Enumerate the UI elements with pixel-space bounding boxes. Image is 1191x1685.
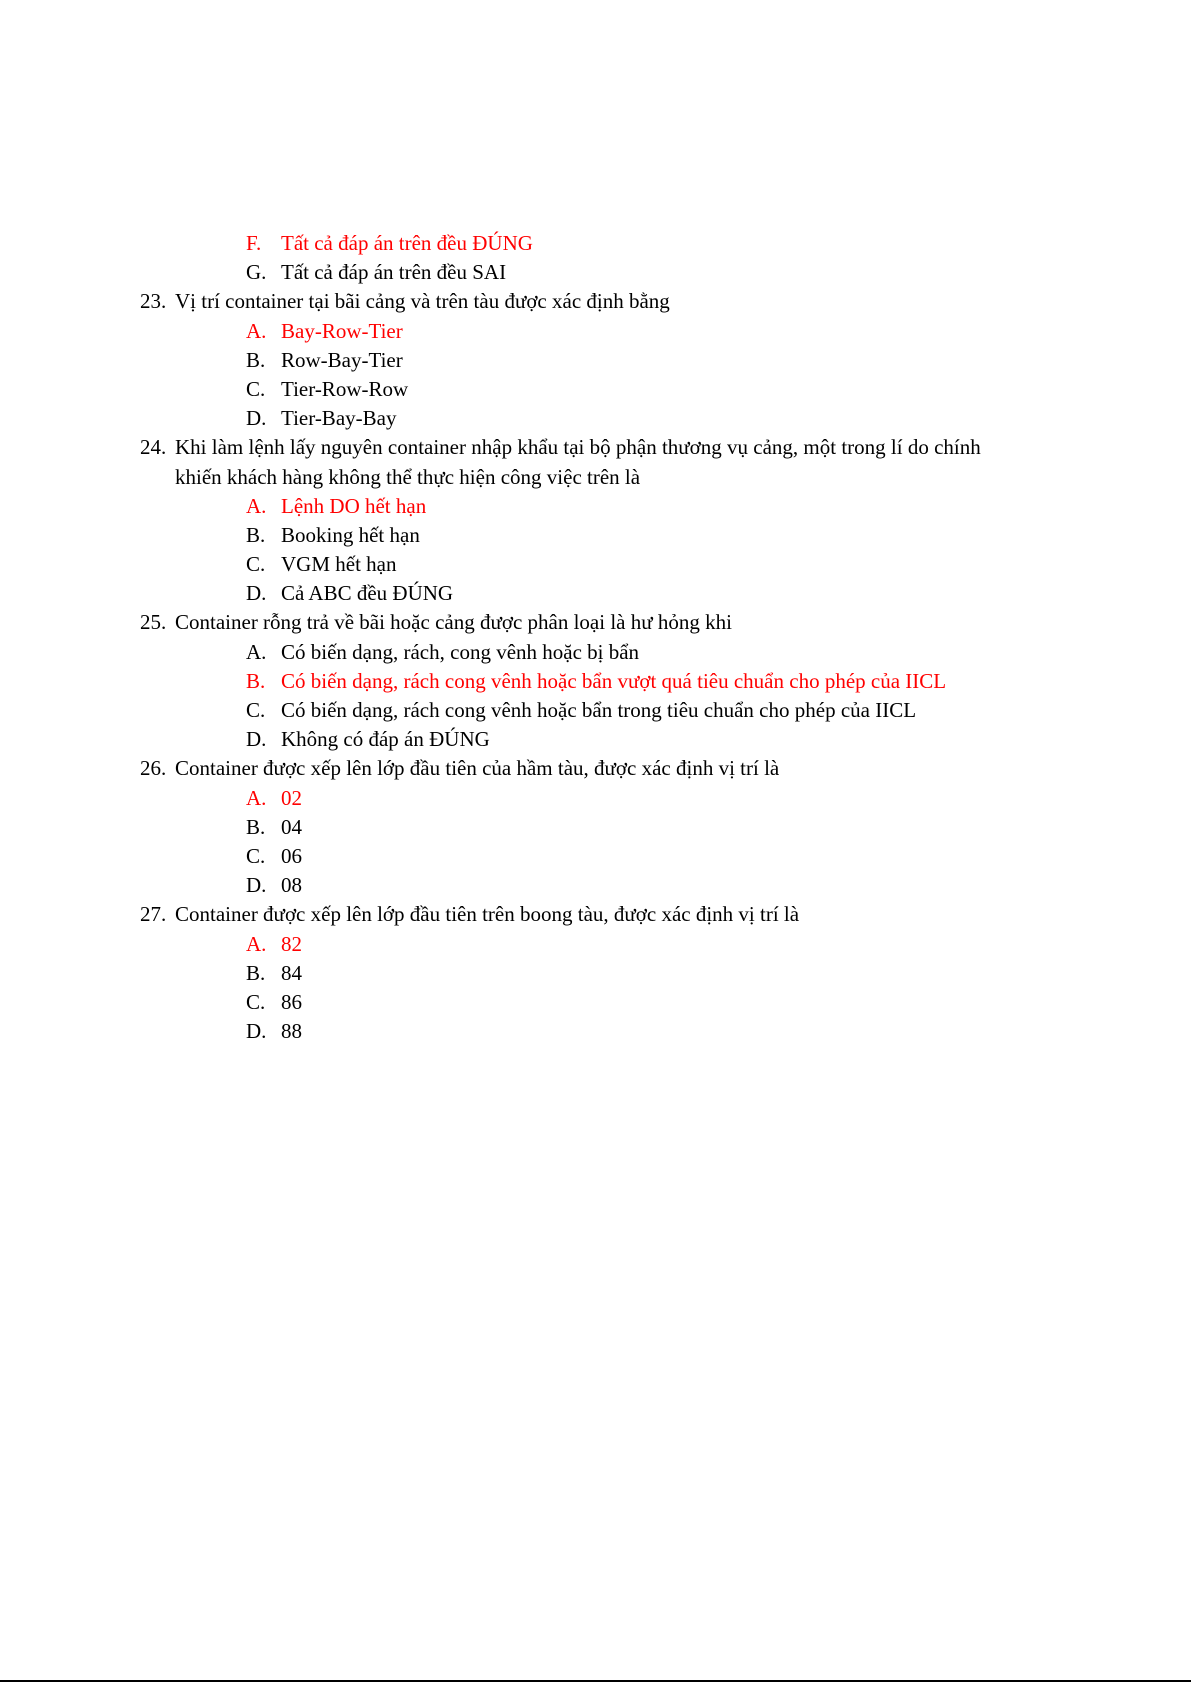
question-text-continuation: khiến khách hàng không thể thực hiện công việc trên là: [175, 464, 641, 489]
option-text: Row-Bay-Tier: [281, 347, 403, 372]
answer-option-correct: [0, 667, 1191, 696]
question-number: 25.: [140, 610, 167, 635]
option-text: Có biến dạng, rách, cong vênh hoặc bị bẩn: [281, 639, 640, 664]
answer-option: [0, 813, 1191, 842]
option-letter: A.: [246, 785, 267, 810]
answer-option: [0, 842, 1191, 871]
question-number: 27.: [140, 902, 167, 927]
option-text: 02: [281, 785, 302, 810]
option-text: 86: [281, 989, 302, 1014]
option-letter: C.: [246, 843, 266, 868]
option-letter: F.: [246, 231, 262, 255]
answer-option-correct: [0, 229, 1191, 258]
option-letter: B.: [246, 668, 266, 693]
answer-option-correct: [0, 930, 1191, 959]
option-letter: D.: [246, 581, 267, 606]
option-text: 04: [281, 814, 302, 839]
option-letter: G.: [246, 260, 267, 285]
option-text: VGM hết hạn: [281, 552, 397, 577]
option-letter: A.: [246, 639, 267, 664]
answer-option-correct: [0, 317, 1191, 346]
answer-option: [0, 696, 1191, 725]
answer-option-correct: [0, 492, 1191, 521]
question-text: Container được xếp lên lớp đầu tiên trên boong tàu, được xác định vị trí là: [175, 902, 800, 927]
question-line: [0, 287, 1191, 316]
answer-option: [0, 404, 1191, 433]
answer-option: [0, 725, 1191, 754]
option-letter: D.: [246, 727, 267, 752]
option-text: Có biến dạng, rách cong vênh hoặc bẩn vượt quá tiêu chuẩn cho phép của IICL: [281, 668, 947, 693]
question-line: [0, 754, 1191, 783]
question-line: [0, 900, 1191, 929]
answer-option: [0, 550, 1191, 579]
option-text: Có biến dạng, rách cong vênh hoặc bẩn trong tiêu chuẩn cho phép của IICL: [281, 698, 917, 722]
question-text: Khi làm lệnh lấy nguyên container nhập khẩu tại bộ phận thương vụ cảng, một trong lí do chính: [175, 435, 981, 460]
page-bottom-rule: [0, 1680, 1191, 1682]
option-letter: A.: [246, 931, 267, 956]
option-text: 06: [281, 843, 302, 868]
option-letter: B.: [246, 522, 266, 547]
option-text: Tier-Bay-Bay: [281, 406, 397, 431]
question-continuation-line: [0, 463, 1191, 492]
answer-option: [0, 521, 1191, 550]
option-text: 84: [281, 960, 302, 985]
question-text: Container rỗng trả về bãi hoặc cảng được phân loại là hư hỏng khi: [175, 610, 732, 635]
option-text: Tất cả đáp án trên đều ĐÚNG: [281, 231, 533, 255]
option-letter: B.: [246, 814, 266, 839]
option-text: Bay-Row-Tier: [281, 318, 403, 343]
question-number: 23.: [140, 289, 167, 314]
answer-option: [0, 988, 1191, 1017]
quiz-content: [0, 229, 1191, 1046]
option-letter: C.: [246, 989, 266, 1014]
option-letter: A.: [246, 318, 267, 343]
answer-option: [0, 346, 1191, 375]
option-letter: C.: [246, 698, 266, 722]
option-letter: C.: [246, 376, 266, 401]
answer-option: [0, 871, 1191, 900]
question-text: Container được xếp lên lớp đầu tiên của hầm tàu, được xác định vị trí là: [175, 756, 780, 781]
answer-option-correct: [0, 784, 1191, 813]
option-text: Tất cả đáp án trên đều SAI: [281, 260, 507, 285]
question-number: 26.: [140, 756, 167, 781]
option-letter: C.: [246, 552, 266, 577]
option-letter: D.: [246, 1019, 267, 1044]
answer-option: [0, 638, 1191, 667]
option-text: 88: [281, 1019, 302, 1044]
option-letter: D.: [246, 406, 267, 431]
answer-option: [0, 375, 1191, 404]
answer-option: [0, 1017, 1191, 1046]
option-letter: D.: [246, 873, 267, 898]
question-line: [0, 433, 1191, 462]
option-text: Không có đáp án ĐÚNG: [281, 727, 490, 752]
option-text: Booking hết hạn: [281, 522, 420, 547]
answer-option: [0, 959, 1191, 988]
question-line: [0, 608, 1191, 637]
option-letter: B.: [246, 347, 266, 372]
question-text: Vị trí container tại bãi cảng và trên tàu được xác định bằng: [175, 289, 670, 314]
option-text: Tier-Row-Row: [281, 376, 409, 401]
option-text: Lệnh DO hết hạn: [281, 493, 427, 518]
option-text: Cả ABC đều ĐÚNG: [281, 581, 454, 606]
option-text: 08: [281, 873, 302, 898]
option-text: 82: [281, 931, 302, 956]
answer-option: [0, 258, 1191, 287]
option-letter: A.: [246, 493, 267, 518]
answer-option: [0, 579, 1191, 608]
question-number: 24.: [140, 435, 167, 460]
option-letter: B.: [246, 960, 266, 985]
